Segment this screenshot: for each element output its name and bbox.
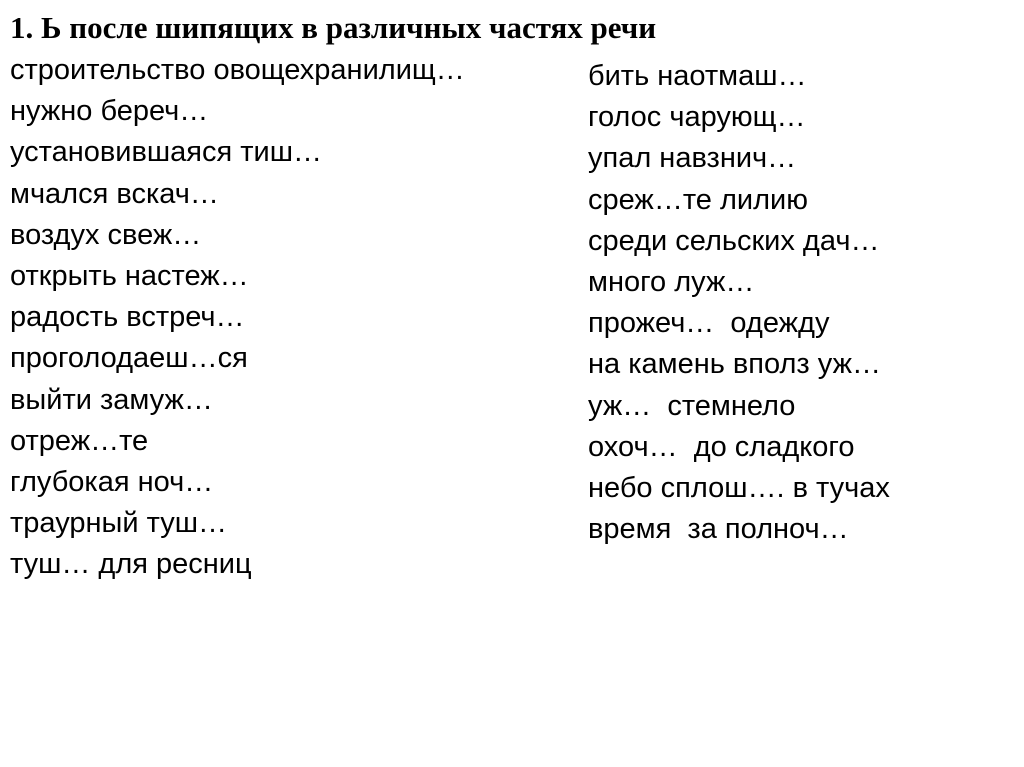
page-title: 1. Ь после шипящих в различных частях речи [10, 10, 657, 45]
list-item: проголодаеш…ся [10, 342, 248, 375]
list-item: небо сплош…. в тучах [588, 471, 890, 504]
list-item: траурный туш… [10, 507, 228, 540]
list-item: упал навзнич… [588, 142, 797, 175]
right-phrase-list [588, 56, 890, 550]
list-item: среди сельских дач… [588, 224, 880, 257]
list-item: воздух свеж… [10, 218, 202, 251]
list-item: охоч… до сладкого [588, 430, 855, 463]
list-item: установившаяся тиш… [10, 136, 323, 169]
list-item: на камень вполз уж… [588, 348, 882, 381]
list-item: время за полноч… [588, 513, 849, 546]
list-item: радость встреч… [10, 301, 245, 334]
list-item: глубокая ноч… [10, 465, 214, 498]
list-item: мчался вскач… [10, 177, 219, 210]
list-item: прожеч… одежду [588, 307, 830, 340]
left-phrase-list [10, 50, 465, 585]
list-item: туш… для ресниц [10, 548, 252, 581]
list-item: строительство овощехранилищ… [10, 54, 465, 86]
list-item: среж…те лилию [588, 183, 808, 216]
list-item: голос чарующ… [588, 101, 806, 134]
list-item: уж… стемнело [588, 389, 796, 422]
list-item: нужно береч… [10, 95, 209, 128]
list-item: много луж… [588, 265, 755, 298]
list-item: выйти замуж… [10, 383, 213, 416]
list-item: отреж…те [10, 424, 149, 457]
list-item: бить наотмаш… [588, 60, 807, 92]
list-item: открыть настеж… [10, 259, 249, 292]
